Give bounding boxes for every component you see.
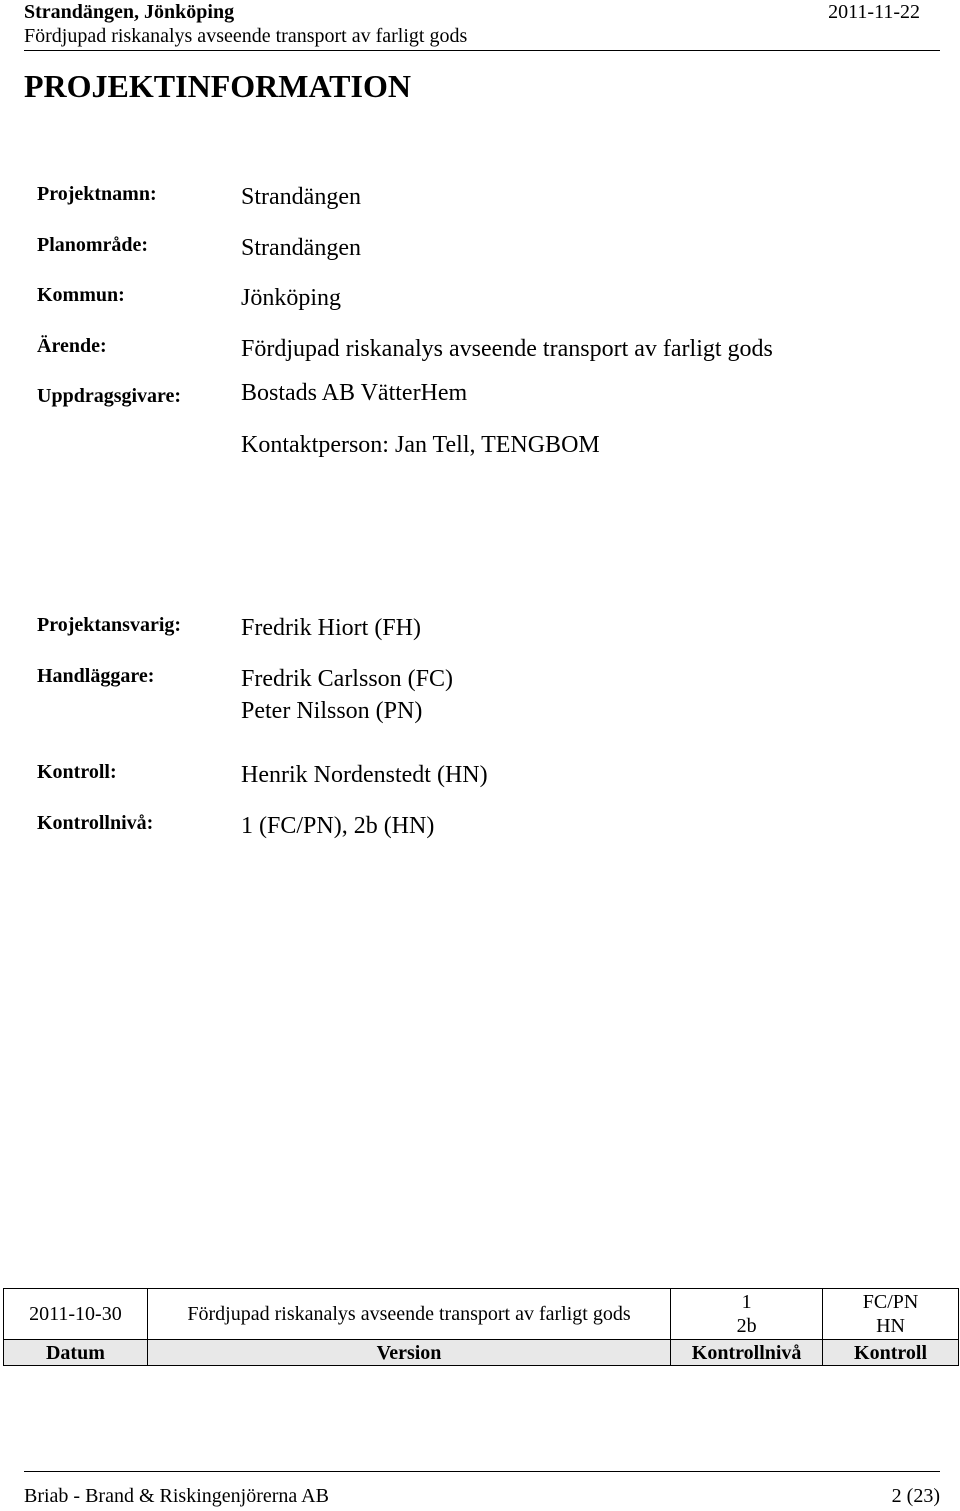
uppdragsgivare-value: Bostads AB VätterHem bbox=[241, 380, 468, 406]
handlaggare-label: Handläggare: bbox=[37, 665, 155, 687]
footer-company: Briab - Brand & Riskingenjörerna AB bbox=[24, 1485, 329, 1507]
kontroll-label: Kontroll: bbox=[37, 761, 117, 783]
uppdragsgivare-label: Uppdragsgivare: bbox=[37, 385, 182, 407]
kommun-value: Jönköping bbox=[241, 285, 342, 311]
header-location: Strandängen, Jönköping bbox=[24, 1, 235, 23]
version-cell: Fördjupad riskanalys avseende transport av farligt gods bbox=[147, 1289, 670, 1340]
datum-header: Datum bbox=[4, 1340, 148, 1366]
kontroll-value: Henrik Nordenstedt (HN) bbox=[241, 762, 488, 788]
page-number: 2 (23) bbox=[891, 1485, 940, 1507]
projektnamn-value: Strandängen bbox=[241, 184, 361, 210]
kontrollniva-header: Kontrollnivå bbox=[671, 1340, 823, 1366]
table-row bbox=[4, 1289, 959, 1340]
kontrollniva-cell-line-1: 1 bbox=[741, 1291, 752, 1313]
kontrollniva-label: Kontrollnivå: bbox=[37, 812, 154, 834]
planomrade-label: Planområde: bbox=[37, 234, 149, 256]
handlaggare-value-1: Fredrik Carlsson (FC) bbox=[241, 666, 453, 692]
kontrollniva-value: 1 (FC/PN), 2b (HN) bbox=[241, 813, 435, 839]
kontrollniva-cell-line-2: 2b bbox=[736, 1315, 757, 1337]
footer-divider bbox=[24, 1471, 940, 1472]
header-date: 2011-11-22 bbox=[828, 1, 920, 23]
kontroll-header: Kontroll bbox=[823, 1340, 959, 1366]
version-header: Version bbox=[147, 1340, 670, 1366]
kontrollniva-cell bbox=[671, 1289, 823, 1340]
kontroll-cell-line-1: FC/PN bbox=[862, 1291, 919, 1313]
page-title: PROJEKTINFORMATION bbox=[24, 68, 411, 104]
header-subject: Fördjupad riskanalys avseende transport av farligt gods bbox=[24, 25, 468, 47]
kontaktperson-value: Kontaktperson: Jan Tell, TENGBOM bbox=[241, 432, 600, 458]
arende-label: Ärende: bbox=[37, 335, 107, 357]
datum-cell: 2011-10-30 bbox=[4, 1289, 148, 1340]
kommun-label: Kommun: bbox=[37, 284, 125, 306]
projektnamn-label: Projektnamn: bbox=[37, 183, 157, 205]
version-table bbox=[3, 1288, 959, 1366]
header-divider bbox=[24, 50, 940, 51]
handlaggare-value-2: Peter Nilsson (PN) bbox=[241, 698, 423, 724]
kontroll-cell bbox=[823, 1289, 959, 1340]
arende-value: Fördjupad riskanalys avseende transport av farligt gods bbox=[241, 336, 773, 362]
projektansvarig-label: Projektansvarig: bbox=[37, 614, 182, 636]
running-header bbox=[24, 0, 467, 48]
projektansvarig-value: Fredrik Hiort (FH) bbox=[241, 615, 421, 641]
table-header-row bbox=[4, 1340, 959, 1366]
kontroll-cell-line-2: HN bbox=[876, 1315, 905, 1337]
planomrade-value: Strandängen bbox=[241, 235, 361, 261]
